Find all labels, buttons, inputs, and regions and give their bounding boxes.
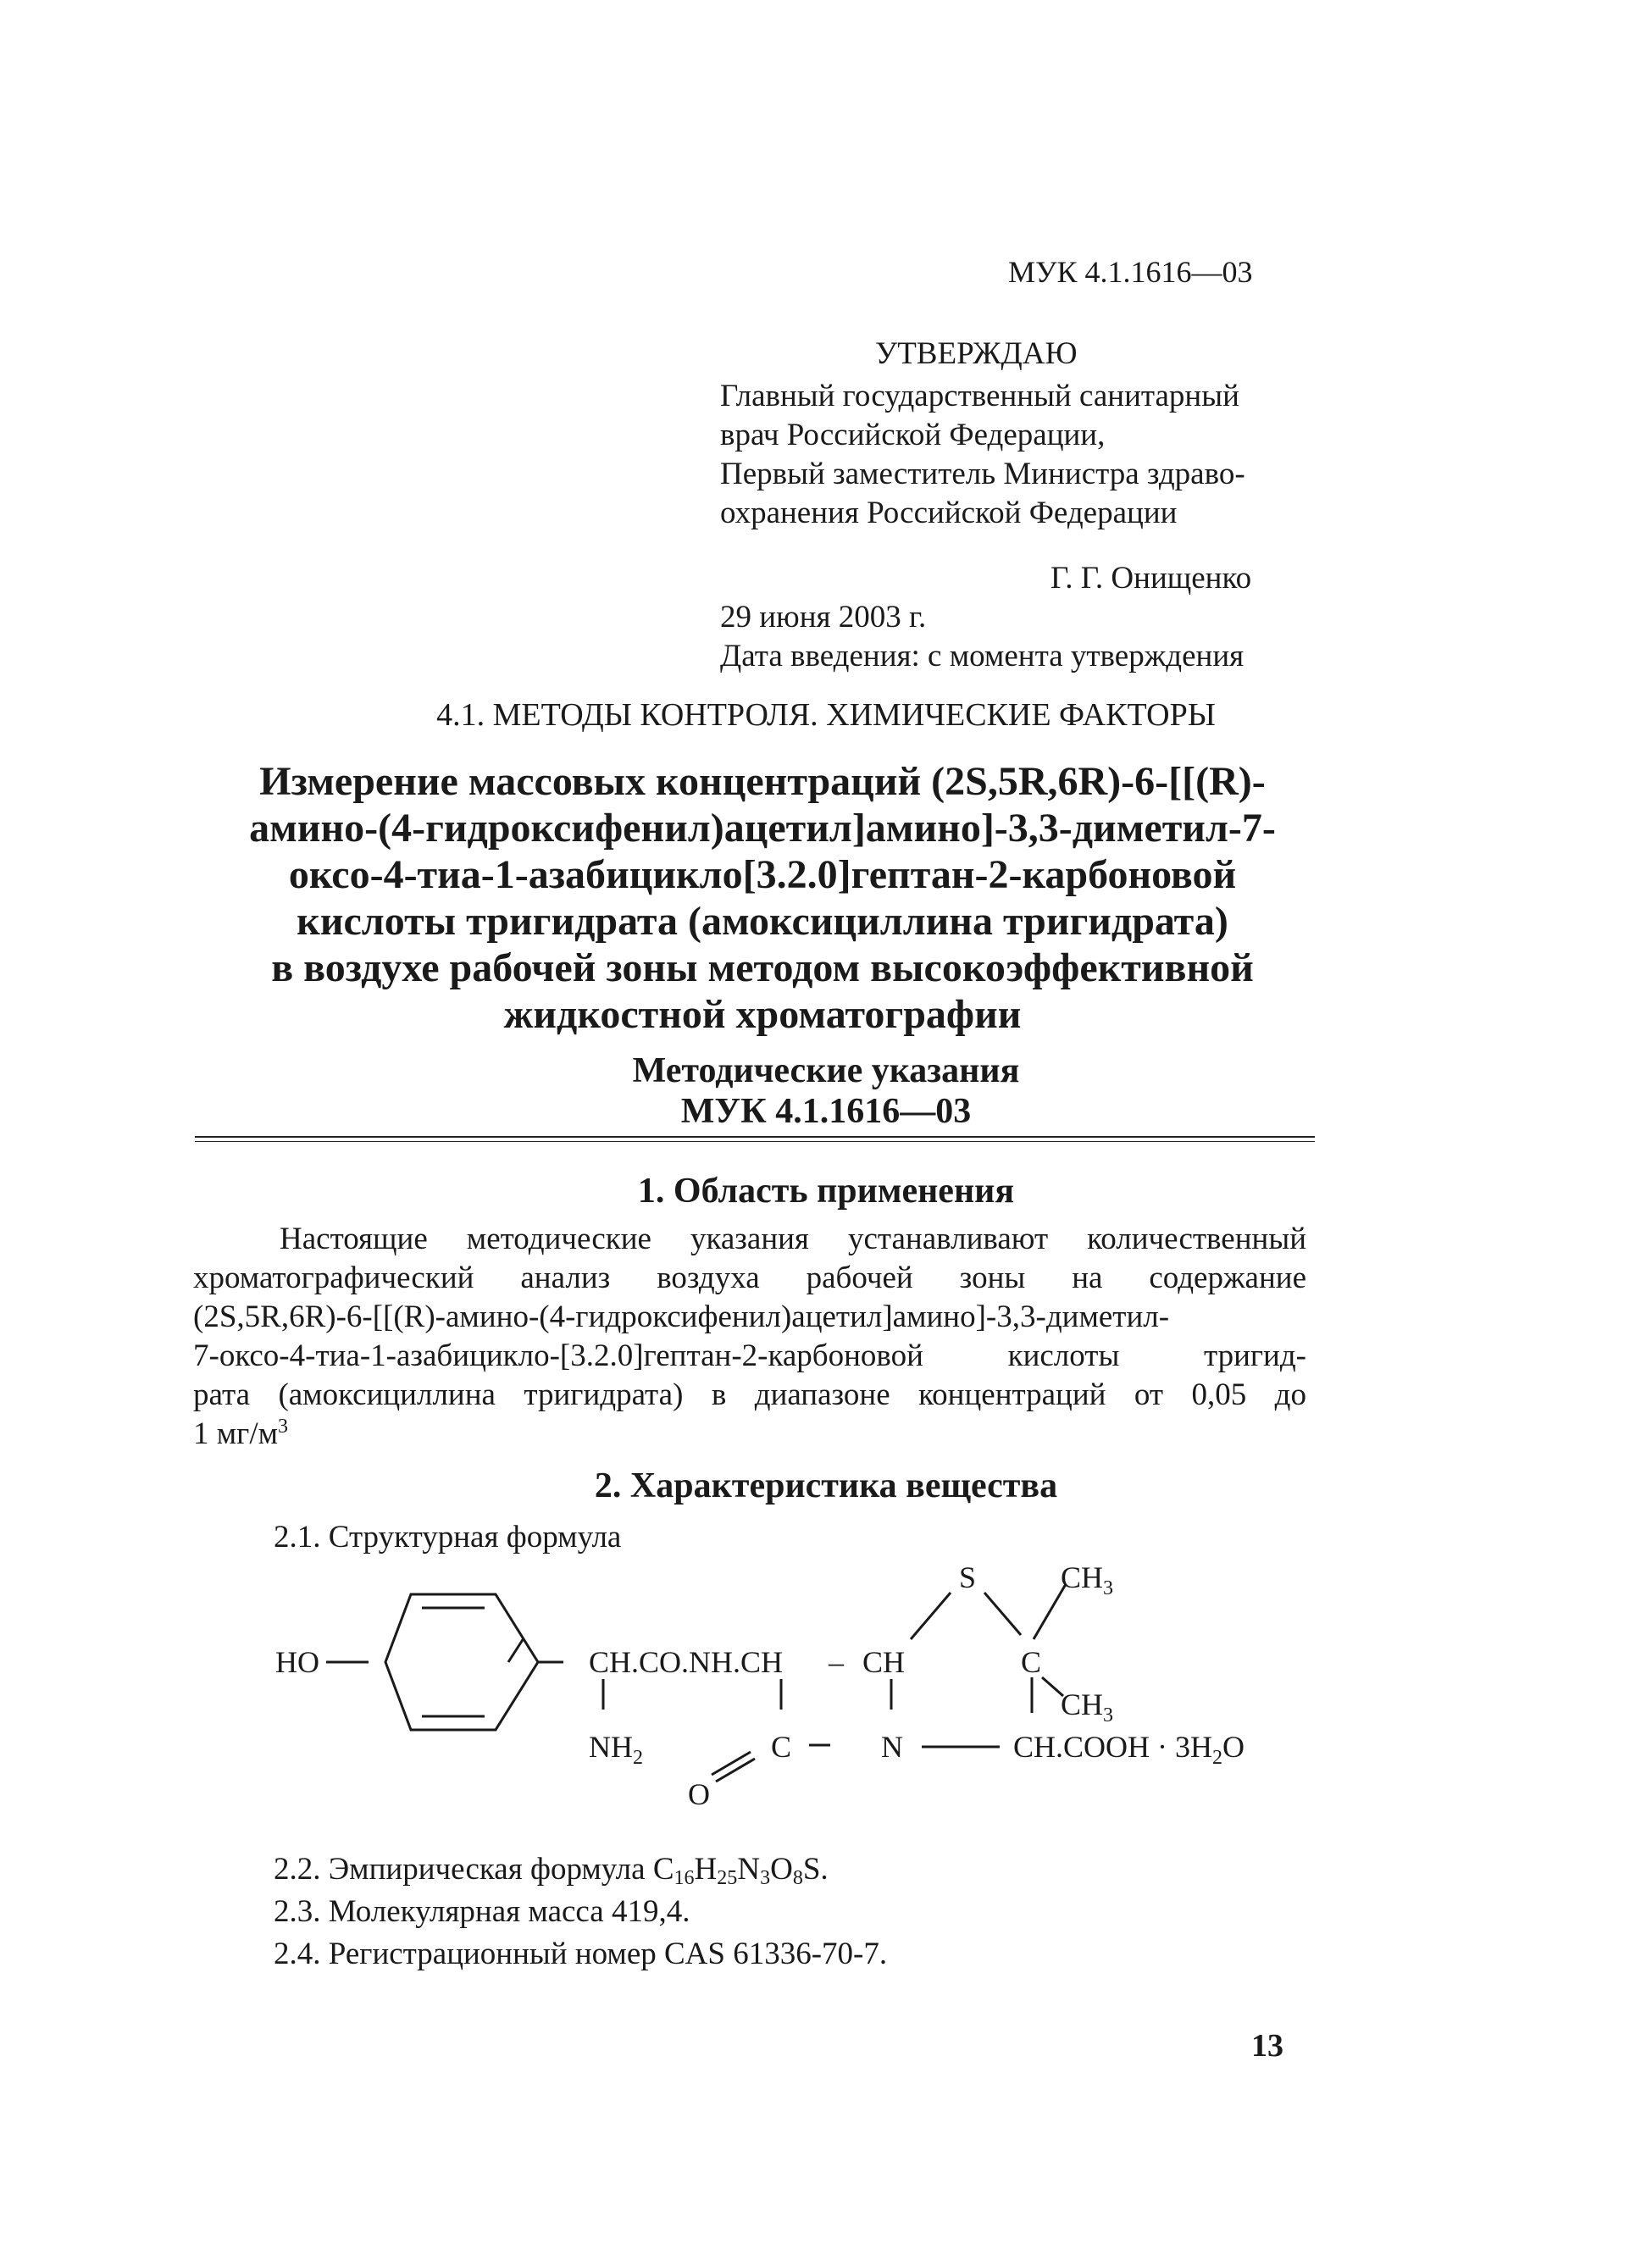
approval-heading: УТВЕРЖДАЮ <box>875 336 1078 371</box>
unit-exponent: 3 <box>278 1415 289 1438</box>
bond-ch-s <box>911 1593 951 1639</box>
structural-formula-label: 2.1. Структурная формула <box>274 1520 622 1554</box>
document-code: МУК 4.1.1616—03 <box>1008 255 1253 289</box>
title-line: жидкостной хроматографии <box>503 992 1022 1037</box>
paragraph-line: (2S,5R,6R)-6-[[(R)-амино-(4-гидроксифенил)ацетил]амино]-3,3-диметил- <box>193 1300 1170 1334</box>
empirical-formula-label: 2.2. Эмпирическая формула <box>274 1852 653 1887</box>
title-line: в воздухе рабочей зоны методом высокоэффективной <box>271 945 1254 990</box>
section-heading: 4.1. МЕТОДЫ КОНТРОЛЯ. ХИМИЧЕСКИЕ ФАКТОРЫ <box>436 697 1216 733</box>
approval-line: Первый заместитель Министра здраво- <box>720 457 1245 491</box>
approval-date: 29 июня 2003 г. <box>720 600 927 635</box>
chain-dash: – <box>829 1645 844 1679</box>
paragraph-line: хроматографический анализ воздуха рабочей зоны на содержание <box>193 1261 1306 1295</box>
section-2-heading: 2. Характеристика вещества <box>594 1466 1058 1505</box>
chain-label: CH.CO.NH.CH <box>589 1645 784 1679</box>
title-line: Измерение массовых концентраций (2S,5R,6R)-6-[[(R)- <box>259 759 1266 804</box>
paragraph-line: Настоящие методические указания устанавливают количественный <box>280 1222 1306 1256</box>
structural-formula <box>254 1559 1313 1830</box>
carboxyl-label: CH.COOH · $3H_2O$ <box>1013 1730 1245 1769</box>
paragraph-line: рата (амоксициллина тригидрата) в диапазоне концентраций от 0,05 до <box>193 1377 1306 1412</box>
title-line: амино-(4-гидроксифенил)ацетил]амино]-3,3-диметил-7- <box>249 806 1276 851</box>
lactam-n-label: N <box>881 1730 903 1764</box>
carbonyl-oxygen-label: O <box>688 1777 710 1811</box>
approval-line: Главный государственный санитарный <box>720 379 1239 413</box>
paragraph-last-line <box>193 1415 1306 1454</box>
document-type: Методические указания <box>632 1051 1020 1090</box>
divider-rule <box>195 1136 1315 1138</box>
cas-number-item: 2.4. Регистрационный номер CAS 61336-70-7. <box>274 1937 888 1971</box>
page-number: 13 <box>1251 2028 1283 2064</box>
ch-label: CH <box>862 1645 906 1679</box>
hydroxyl-label: HO <box>275 1645 319 1679</box>
signatory: Г. Г. Онищенко <box>1051 561 1252 596</box>
methyl-top-label: $CH_3$ <box>1061 1560 1114 1599</box>
molecular-mass-item: 2.3. Молекулярная масса 419,4. <box>274 1894 690 1929</box>
divider-rule <box>195 1141 1315 1142</box>
lactam-c-label: C <box>771 1730 792 1764</box>
document-number: МУК 4.1.1616—03 <box>680 1092 972 1131</box>
quaternary-c-label: C <box>1021 1645 1042 1679</box>
benzene-ring <box>385 1594 538 1730</box>
title-line: кислоты тригидрата (амоксициллина тригидрата) <box>297 899 1228 944</box>
benzene-double-bond <box>508 1638 524 1662</box>
approval-line: охранения Российской Федерации <box>720 496 1178 530</box>
approval-line: врач Российской Федерации, <box>720 418 1106 452</box>
title-line: оксо-4-тиа-1-азабицикло[3.2.0]гептан-2-карбоновой <box>288 852 1237 897</box>
bond-s-c <box>984 1593 1021 1635</box>
section-1-paragraph-body <box>193 1220 1306 1454</box>
section-1-heading: 1. Область применения <box>637 1172 1015 1211</box>
sulfur-label: S <box>959 1560 977 1594</box>
effective-date: Дата введения: с момента утверждения <box>720 639 1245 673</box>
paragraph-line: 7-оксо-4-тиа-1-азабицикло-[3.2.0]гептан-2-карбоновой кислоты тригид- <box>193 1338 1306 1373</box>
methyl-right-label: $CH_3$ <box>1061 1688 1114 1726</box>
concentration-unit: 1 мг/м <box>193 1416 279 1451</box>
empirical-formula-item: 2.2. Эмпирическая формула $C_{16}H_{25}N_3O_8S$. <box>274 1852 829 1889</box>
amine-label: $NH_2$ <box>589 1730 643 1769</box>
document-title <box>169 758 1355 1038</box>
